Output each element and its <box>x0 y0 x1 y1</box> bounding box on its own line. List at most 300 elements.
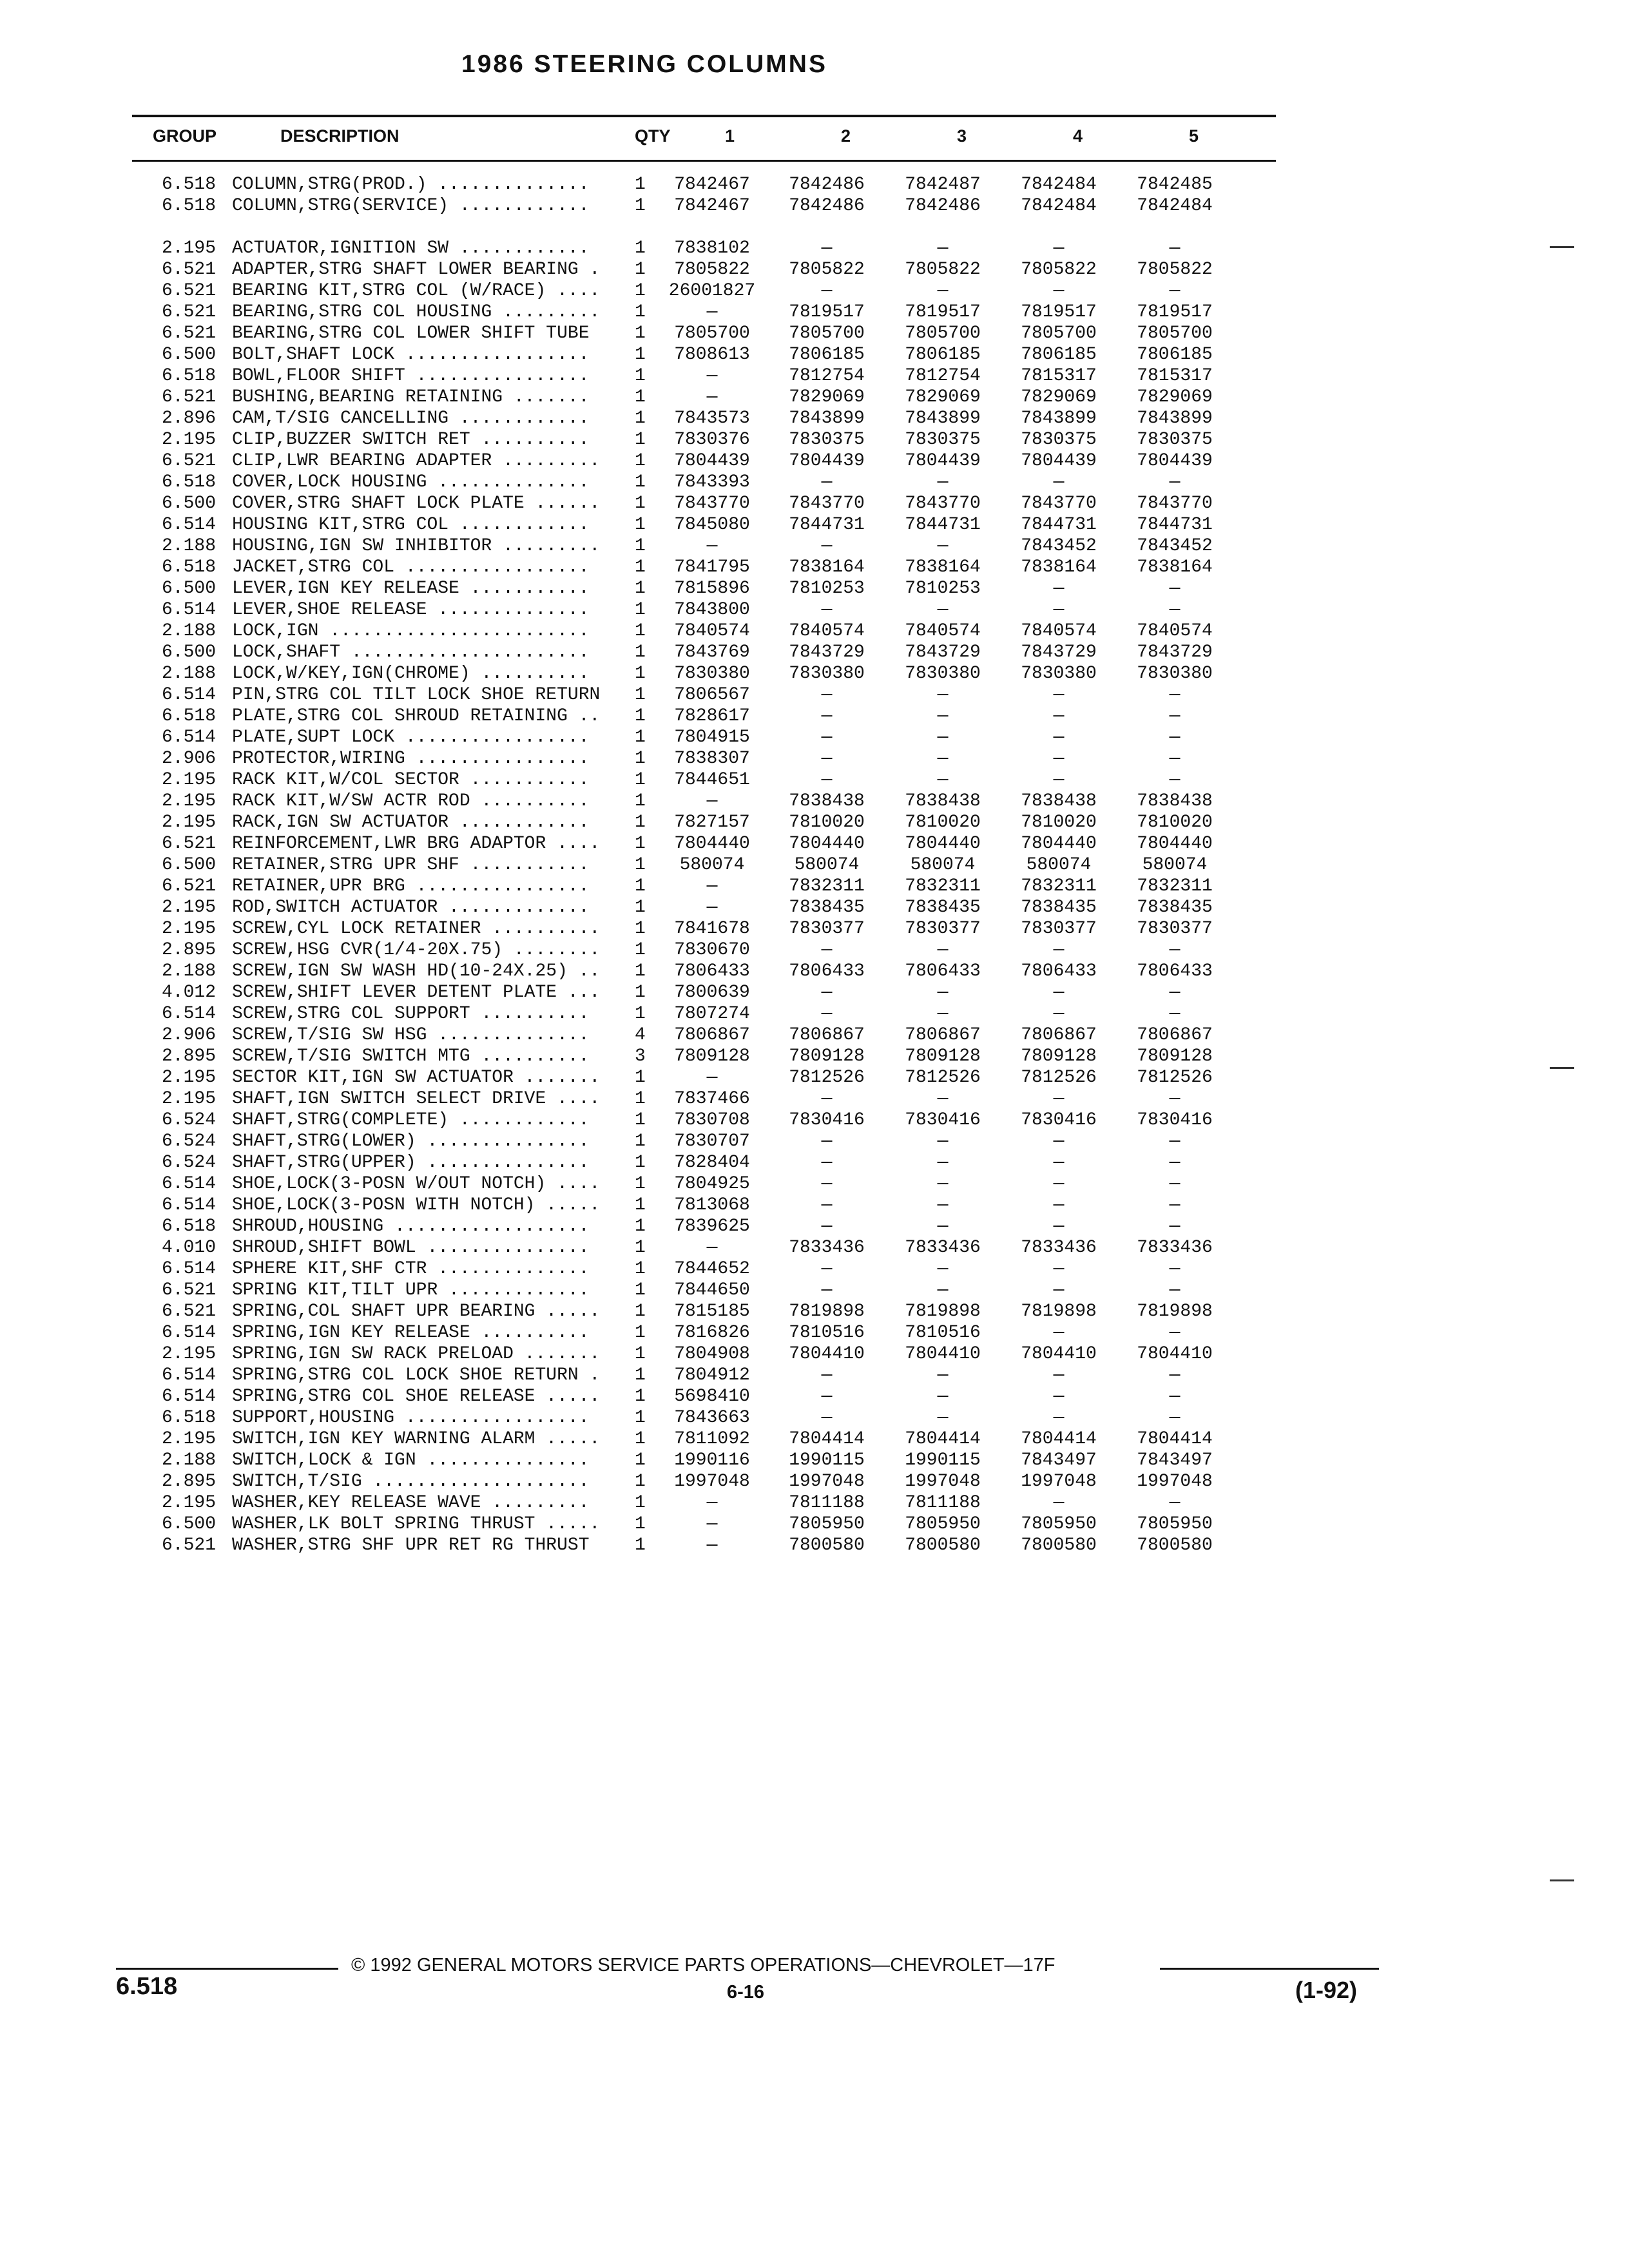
description-cell: SHOE,LOCK(3-POSN WITH NOTCH) ..... <box>232 1195 601 1215</box>
group-cell: 6.518 <box>161 557 216 577</box>
description-cell: CLIP,BUZZER SWITCH RET .......... <box>232 430 590 450</box>
qty-cell: 1 <box>635 579 646 599</box>
qty-cell: 1 <box>635 855 646 875</box>
qty-cell: 1 <box>635 1195 646 1215</box>
qty-cell: 1 <box>635 1472 646 1492</box>
part-number-cell: 580074 <box>794 855 860 875</box>
part-number-cell: 7833436 <box>1021 1238 1097 1258</box>
part-number-cell: 7806433 <box>905 961 981 981</box>
group-cell: 2.895 <box>161 1472 216 1492</box>
part-number-cell: 7804410 <box>1021 1344 1097 1364</box>
part-number-cell: 7840574 <box>905 621 981 641</box>
qty-cell: 1 <box>635 1131 646 1151</box>
table-row <box>0 897 1289 918</box>
part-number-cell: — <box>706 876 718 896</box>
part-number-cell: — <box>706 302 718 322</box>
margin-mark <box>1550 246 1574 248</box>
part-number-cell: 7842485 <box>1137 175 1213 195</box>
part-number-cell: 7804439 <box>1137 451 1213 471</box>
part-number-cell: 580074 <box>679 855 745 875</box>
part-number-cell: — <box>821 983 833 1003</box>
qty-cell: 1 <box>635 345 646 365</box>
table-row <box>0 302 1289 323</box>
group-cell: 6.500 <box>161 642 216 662</box>
qty-cell: 1 <box>635 557 646 577</box>
table-row <box>0 365 1289 387</box>
part-number-cell: 7804414 <box>1021 1429 1097 1449</box>
table-row <box>0 1173 1289 1195</box>
part-number-cell: 7842486 <box>789 196 865 216</box>
part-number-cell: 7804440 <box>905 834 981 854</box>
qty-cell: 1 <box>635 1387 646 1407</box>
parts-table <box>0 174 1289 1556</box>
description-cell: ROD,SWITCH ACTUATOR ............. <box>232 898 590 918</box>
part-number-cell: 7843452 <box>1021 536 1097 556</box>
group-cell: 4.012 <box>161 983 216 1003</box>
description-cell: PLATE,SUPT LOCK ................. <box>232 727 590 747</box>
part-number-cell: — <box>821 1004 833 1024</box>
part-number-cell: 7807274 <box>674 1004 750 1024</box>
group-cell: 6.518 <box>161 472 216 492</box>
part-number-cell: — <box>821 1216 833 1236</box>
qty-cell: 1 <box>635 1429 646 1449</box>
part-number-cell: 7837466 <box>674 1089 750 1109</box>
group-cell: 6.521 <box>161 834 216 854</box>
part-number-cell: 7809128 <box>1137 1046 1213 1066</box>
table-row <box>0 982 1289 1003</box>
part-number-cell: 7812754 <box>905 366 981 386</box>
qty-cell: 1 <box>635 812 646 832</box>
part-number-cell: — <box>1053 727 1065 747</box>
qty-cell: 1 <box>635 600 646 620</box>
part-number-cell: 7830377 <box>905 919 981 939</box>
part-number-cell: 7832311 <box>1137 876 1213 896</box>
part-number-cell: 7804908 <box>674 1344 750 1364</box>
group-cell: 6.514 <box>161 600 216 620</box>
table-row <box>0 1514 1289 1535</box>
part-number-cell: — <box>937 238 949 258</box>
qty-cell: 1 <box>635 1174 646 1194</box>
table-row <box>0 1024 1289 1046</box>
group-cell: 2.195 <box>161 898 216 918</box>
group-cell: 6.514 <box>161 1174 216 1194</box>
qty-cell: 1 <box>635 1344 646 1364</box>
part-number-cell: 7811092 <box>674 1429 750 1449</box>
part-number-cell: — <box>1169 1493 1181 1513</box>
part-number-cell: 7830416 <box>1137 1110 1213 1130</box>
description-cell: SPRING,STRG COL SHOE RELEASE ..... <box>232 1387 601 1407</box>
part-number-cell: 7844731 <box>1021 515 1097 535</box>
group-cell: 2.195 <box>161 1493 216 1513</box>
part-number-cell: — <box>821 472 833 492</box>
col-header-3: 3 <box>957 126 967 146</box>
qty-cell: 1 <box>635 983 646 1003</box>
part-number-cell: — <box>937 1259 949 1279</box>
part-number-cell: 7804410 <box>905 1344 981 1364</box>
part-number-cell: — <box>937 727 949 747</box>
part-number-cell: 7832311 <box>789 876 865 896</box>
group-cell: 6.521 <box>161 387 216 407</box>
group-cell: 6.524 <box>161 1110 216 1130</box>
header-rule-top <box>132 115 1276 117</box>
qty-cell: 1 <box>635 749 646 769</box>
footer-rule-right <box>1160 1968 1379 1970</box>
part-number-cell: 7819517 <box>905 302 981 322</box>
part-number-cell: 7812526 <box>905 1068 981 1088</box>
description-cell: SECTOR KIT,IGN SW ACTUATOR ....... <box>232 1068 601 1088</box>
part-number-cell: 7805700 <box>1137 323 1213 343</box>
part-number-cell: — <box>937 1216 949 1236</box>
description-cell: LOCK,SHAFT ...................... <box>232 642 590 662</box>
col-header-4: 4 <box>1073 126 1083 146</box>
table-row <box>0 535 1289 557</box>
header-rule-bottom <box>132 160 1276 162</box>
part-number-cell: — <box>1053 1387 1065 1407</box>
part-number-cell: 7829069 <box>789 387 865 407</box>
part-number-cell: 7804410 <box>789 1344 865 1364</box>
part-number-cell: — <box>1169 1089 1181 1109</box>
group-cell: 2.195 <box>161 919 216 939</box>
part-number-cell: — <box>821 706 833 726</box>
part-number-cell: 7816826 <box>674 1323 750 1343</box>
qty-cell: 1 <box>635 791 646 811</box>
part-number-cell: 1990116 <box>674 1450 750 1470</box>
description-cell: COVER,LOCK HOUSING .............. <box>232 472 590 492</box>
part-number-cell: 7845080 <box>674 515 750 535</box>
group-cell: 6.521 <box>161 1302 216 1321</box>
qty-cell: 3 <box>635 1046 646 1066</box>
part-number-cell: — <box>937 1089 949 1109</box>
description-cell: SCREW,T/SIG SW HSG .............. <box>232 1025 590 1045</box>
group-cell: 2.195 <box>161 238 216 258</box>
part-number-cell: 7800580 <box>1137 1535 1213 1555</box>
part-number-cell: — <box>937 1131 949 1151</box>
qty-cell: 4 <box>635 1025 646 1045</box>
part-number-cell: 7830380 <box>1137 664 1213 684</box>
qty-cell: 1 <box>635 1535 646 1555</box>
part-number-cell: — <box>1169 1323 1181 1343</box>
table-row <box>0 1046 1289 1067</box>
part-number-cell: — <box>937 706 949 726</box>
description-cell: SCREW,IGN SW WASH HD(10-24X.25) .. <box>232 961 601 981</box>
part-number-cell: — <box>1053 1259 1065 1279</box>
group-cell: 2.195 <box>161 1089 216 1109</box>
part-number-cell: 7842487 <box>905 175 981 195</box>
part-number-cell: 7810253 <box>905 579 981 599</box>
description-cell: LEVER,IGN KEY RELEASE ........... <box>232 579 590 599</box>
group-cell: 2.906 <box>161 1025 216 1045</box>
part-number-cell: 7833436 <box>789 1238 865 1258</box>
qty-cell: 1 <box>635 196 646 216</box>
group-cell: 6.521 <box>161 451 216 471</box>
group-cell: 6.521 <box>161 302 216 322</box>
group-cell: 2.906 <box>161 749 216 769</box>
description-cell: SWITCH,IGN KEY WARNING ALARM ..... <box>232 1429 601 1449</box>
qty-cell: 1 <box>635 642 646 662</box>
table-row <box>0 1088 1289 1110</box>
part-number-cell: 7841795 <box>674 557 750 577</box>
group-cell: 6.500 <box>161 855 216 875</box>
part-number-cell: — <box>937 1195 949 1215</box>
part-number-cell: — <box>937 1280 949 1300</box>
description-cell: ADAPTER,STRG SHAFT LOWER BEARING . <box>232 260 601 280</box>
col-header-group: GROUP <box>153 126 217 146</box>
table-row <box>0 620 1289 642</box>
part-number-cell: 7827157 <box>674 812 750 832</box>
qty-cell: 1 <box>635 472 646 492</box>
part-number-cell: 7812526 <box>1137 1068 1213 1088</box>
table-row <box>0 1067 1289 1088</box>
col-header-description: DESCRIPTION <box>280 126 400 146</box>
part-number-cell: 7806567 <box>674 685 750 705</box>
part-number-cell: — <box>1169 1280 1181 1300</box>
part-number-cell: — <box>1169 1195 1181 1215</box>
qty-cell: 1 <box>635 685 646 705</box>
part-number-cell: — <box>1053 1004 1065 1024</box>
part-number-cell: 7806433 <box>1137 961 1213 981</box>
part-number-cell: — <box>937 281 949 301</box>
description-cell: LOCK,W/KEY,IGN(CHROME) .......... <box>232 664 590 684</box>
footer-copyright: © 1992 GENERAL MOTORS SERVICE PARTS OPERATIONS—CHEVROLET—17F <box>351 1955 1055 1975</box>
part-number-cell: 7805950 <box>789 1514 865 1534</box>
part-number-cell: — <box>706 387 718 407</box>
part-number-cell: — <box>821 727 833 747</box>
part-number-cell: 7805822 <box>1137 260 1213 280</box>
part-number-cell: 7843729 <box>905 642 981 662</box>
part-number-cell: — <box>821 600 833 620</box>
part-number-cell: — <box>1053 1131 1065 1151</box>
part-number-cell: 7844731 <box>905 515 981 535</box>
table-row <box>0 833 1289 854</box>
footer-page-number: 6-16 <box>727 1982 765 2003</box>
part-number-cell: — <box>937 600 949 620</box>
group-cell: 6.521 <box>161 260 216 280</box>
part-number-cell: — <box>1053 1365 1065 1385</box>
part-number-cell: 7812526 <box>789 1068 865 1088</box>
qty-cell: 1 <box>635 302 646 322</box>
qty-cell: 1 <box>635 1514 646 1534</box>
description-cell: RACK,IGN SW ACTUATOR ............ <box>232 812 590 832</box>
part-number-cell: 7838164 <box>905 557 981 577</box>
part-number-cell: — <box>821 1259 833 1279</box>
part-number-cell: — <box>1169 770 1181 790</box>
part-number-cell: 7810253 <box>789 579 865 599</box>
group-cell: 4.010 <box>161 1238 216 1258</box>
part-number-cell: — <box>821 770 833 790</box>
part-number-cell: 7838438 <box>1137 791 1213 811</box>
table-row <box>0 493 1289 514</box>
part-number-cell: 7819517 <box>1137 302 1213 322</box>
qty-cell: 1 <box>635 1408 646 1428</box>
qty-cell: 1 <box>635 1110 646 1130</box>
part-number-cell: — <box>1169 983 1181 1003</box>
part-number-cell: 7833436 <box>905 1238 981 1258</box>
table-row <box>0 1131 1289 1152</box>
footer-date: (1-92) <box>1295 1977 1358 2003</box>
part-number-cell: — <box>937 940 949 960</box>
qty-cell: 1 <box>635 621 646 641</box>
part-number-cell: — <box>1053 238 1065 258</box>
description-cell: RETAINER,UPR BRG ................ <box>232 876 590 896</box>
part-number-cell: 7812754 <box>789 366 865 386</box>
group-cell: 2.188 <box>161 664 216 684</box>
part-number-cell: 7806185 <box>905 345 981 365</box>
group-cell: 2.195 <box>161 791 216 811</box>
table-row <box>0 599 1289 620</box>
part-number-cell: 7829069 <box>1137 387 1213 407</box>
part-number-cell: 7843452 <box>1137 536 1213 556</box>
part-number-cell: 7805822 <box>1021 260 1097 280</box>
table-row <box>0 408 1289 429</box>
part-number-cell: 7828404 <box>674 1153 750 1173</box>
description-cell: LEVER,SHOE RELEASE .............. <box>232 600 590 620</box>
part-number-cell: — <box>1169 1259 1181 1279</box>
part-number-cell: 7840574 <box>1137 621 1213 641</box>
description-cell: SPHERE KIT,SHF CTR .............. <box>232 1259 590 1279</box>
table-row <box>0 1237 1289 1258</box>
part-number-cell: 7838307 <box>674 749 750 769</box>
description-cell: SPRING,STRG COL LOCK SHOE RETURN . <box>232 1365 601 1385</box>
part-number-cell: — <box>1169 727 1181 747</box>
part-number-cell: 7806867 <box>674 1025 750 1045</box>
table-row <box>0 1152 1289 1173</box>
part-number-cell: 580074 <box>1026 855 1092 875</box>
part-number-cell: 7815185 <box>674 1302 750 1321</box>
part-number-cell: 7804440 <box>674 834 750 854</box>
group-cell: 6.521 <box>161 876 216 896</box>
part-number-cell: — <box>821 1408 833 1428</box>
part-number-cell: 7843800 <box>674 600 750 620</box>
description-cell: SPRING,IGN SW RACK PRELOAD ....... <box>232 1344 601 1364</box>
description-cell: SHAFT,IGN SWITCH SELECT DRIVE .... <box>232 1089 601 1109</box>
part-number-cell: 7830707 <box>674 1131 750 1151</box>
part-number-cell: 7840574 <box>1021 621 1097 641</box>
part-number-cell: — <box>1053 770 1065 790</box>
part-number-cell: 7806867 <box>1137 1025 1213 1045</box>
description-cell: SHROUD,SHIFT BOWL ............... <box>232 1238 590 1258</box>
qty-cell: 1 <box>635 430 646 450</box>
part-number-cell: 7804925 <box>674 1174 750 1194</box>
part-number-cell: 7830416 <box>1021 1110 1097 1130</box>
part-number-cell: 7830375 <box>1137 430 1213 450</box>
part-number-cell: 7804439 <box>789 451 865 471</box>
part-number-cell: 7842486 <box>789 175 865 195</box>
group-cell: 6.514 <box>161 1323 216 1343</box>
part-number-cell: 7838435 <box>789 898 865 918</box>
description-cell: CAM,T/SIG CANCELLING ............ <box>232 408 590 428</box>
group-cell: 6.500 <box>161 345 216 365</box>
table-row <box>0 195 1289 216</box>
description-cell: WASHER,STRG SHF UPR RET RG THRUST <box>232 1535 590 1555</box>
table-row <box>0 1492 1289 1514</box>
part-number-cell: 7830377 <box>1021 919 1097 939</box>
part-number-cell: 7806867 <box>789 1025 865 1045</box>
part-number-cell: 1990115 <box>905 1450 981 1470</box>
part-number-cell: 1997048 <box>789 1472 865 1492</box>
part-number-cell: 7819517 <box>789 302 865 322</box>
part-number-cell: 1997048 <box>1137 1472 1213 1492</box>
part-number-cell: 7843729 <box>1021 642 1097 662</box>
part-number-cell: 1997048 <box>905 1472 981 1492</box>
part-number-cell: 7819898 <box>789 1302 865 1321</box>
part-number-cell: — <box>1169 1408 1181 1428</box>
part-number-cell: — <box>1053 1323 1065 1343</box>
part-number-cell: — <box>1169 1004 1181 1024</box>
part-number-cell: 7804439 <box>674 451 750 471</box>
group-cell: 6.514 <box>161 1387 216 1407</box>
description-cell: SPRING KIT,TILT UPR ............. <box>232 1280 590 1300</box>
part-number-cell: — <box>1053 1216 1065 1236</box>
table-row <box>0 1258 1289 1280</box>
group-cell: 6.521 <box>161 281 216 301</box>
group-cell: 6.518 <box>161 175 216 195</box>
description-cell: SHAFT,STRG(LOWER) ............... <box>232 1131 590 1151</box>
part-number-cell: 7844731 <box>1137 515 1213 535</box>
qty-cell: 1 <box>635 515 646 535</box>
part-number-cell: 7844652 <box>674 1259 750 1279</box>
table-row <box>0 876 1289 897</box>
part-number-cell: — <box>1053 940 1065 960</box>
qty-cell: 1 <box>635 1004 646 1024</box>
description-cell: SWITCH,LOCK & IGN ............... <box>232 1450 590 1470</box>
qty-cell: 1 <box>635 387 646 407</box>
part-number-cell: 580074 <box>1142 855 1208 875</box>
part-number-cell: 7804915 <box>674 727 750 747</box>
part-number-cell: 7843899 <box>1137 408 1213 428</box>
part-number-cell: — <box>937 1387 949 1407</box>
part-number-cell: — <box>1169 579 1181 599</box>
part-number-cell: — <box>1169 749 1181 769</box>
table-row <box>0 472 1289 493</box>
part-number-cell: 7843729 <box>789 642 865 662</box>
table-row <box>0 748 1289 769</box>
qty-cell: 1 <box>635 1089 646 1109</box>
part-number-cell: — <box>937 1153 949 1173</box>
table-row <box>0 1280 1289 1301</box>
col-header-5: 5 <box>1189 126 1199 146</box>
part-number-cell: 7843729 <box>1137 642 1213 662</box>
description-cell: JACKET,STRG COL ................. <box>232 557 590 577</box>
part-number-cell: — <box>1053 1195 1065 1215</box>
part-number-cell: — <box>821 1195 833 1215</box>
table-row <box>0 1386 1289 1407</box>
part-number-cell: 7810020 <box>1021 812 1097 832</box>
group-cell: 6.514 <box>161 1259 216 1279</box>
group-cell: 2.188 <box>161 621 216 641</box>
part-number-cell: 7842484 <box>1137 196 1213 216</box>
qty-cell: 1 <box>635 1323 646 1343</box>
qty-cell: 1 <box>635 706 646 726</box>
part-number-cell: — <box>706 1514 718 1534</box>
part-number-cell: — <box>1053 600 1065 620</box>
part-number-cell: 7804440 <box>789 834 865 854</box>
part-number-cell: 7838435 <box>1021 898 1097 918</box>
group-cell: 2.195 <box>161 1344 216 1364</box>
qty-cell: 1 <box>635 260 646 280</box>
margin-mark <box>1550 1067 1574 1069</box>
description-cell: SHAFT,STRG(UPPER) ............... <box>232 1153 590 1173</box>
description-cell: LOCK,IGN ........................ <box>232 621 590 641</box>
part-number-cell: 7806867 <box>1021 1025 1097 1045</box>
part-number-cell: 7810516 <box>905 1323 981 1343</box>
part-number-cell: 7830416 <box>905 1110 981 1130</box>
part-number-cell: 7830380 <box>905 664 981 684</box>
part-number-cell: 7840574 <box>789 621 865 641</box>
description-cell: ACTUATOR,IGNITION SW ............ <box>232 238 590 258</box>
description-cell: SCREW,T/SIG SWITCH MTG .......... <box>232 1046 590 1066</box>
part-number-cell: — <box>937 1004 949 1024</box>
group-cell: 6.518 <box>161 1216 216 1236</box>
